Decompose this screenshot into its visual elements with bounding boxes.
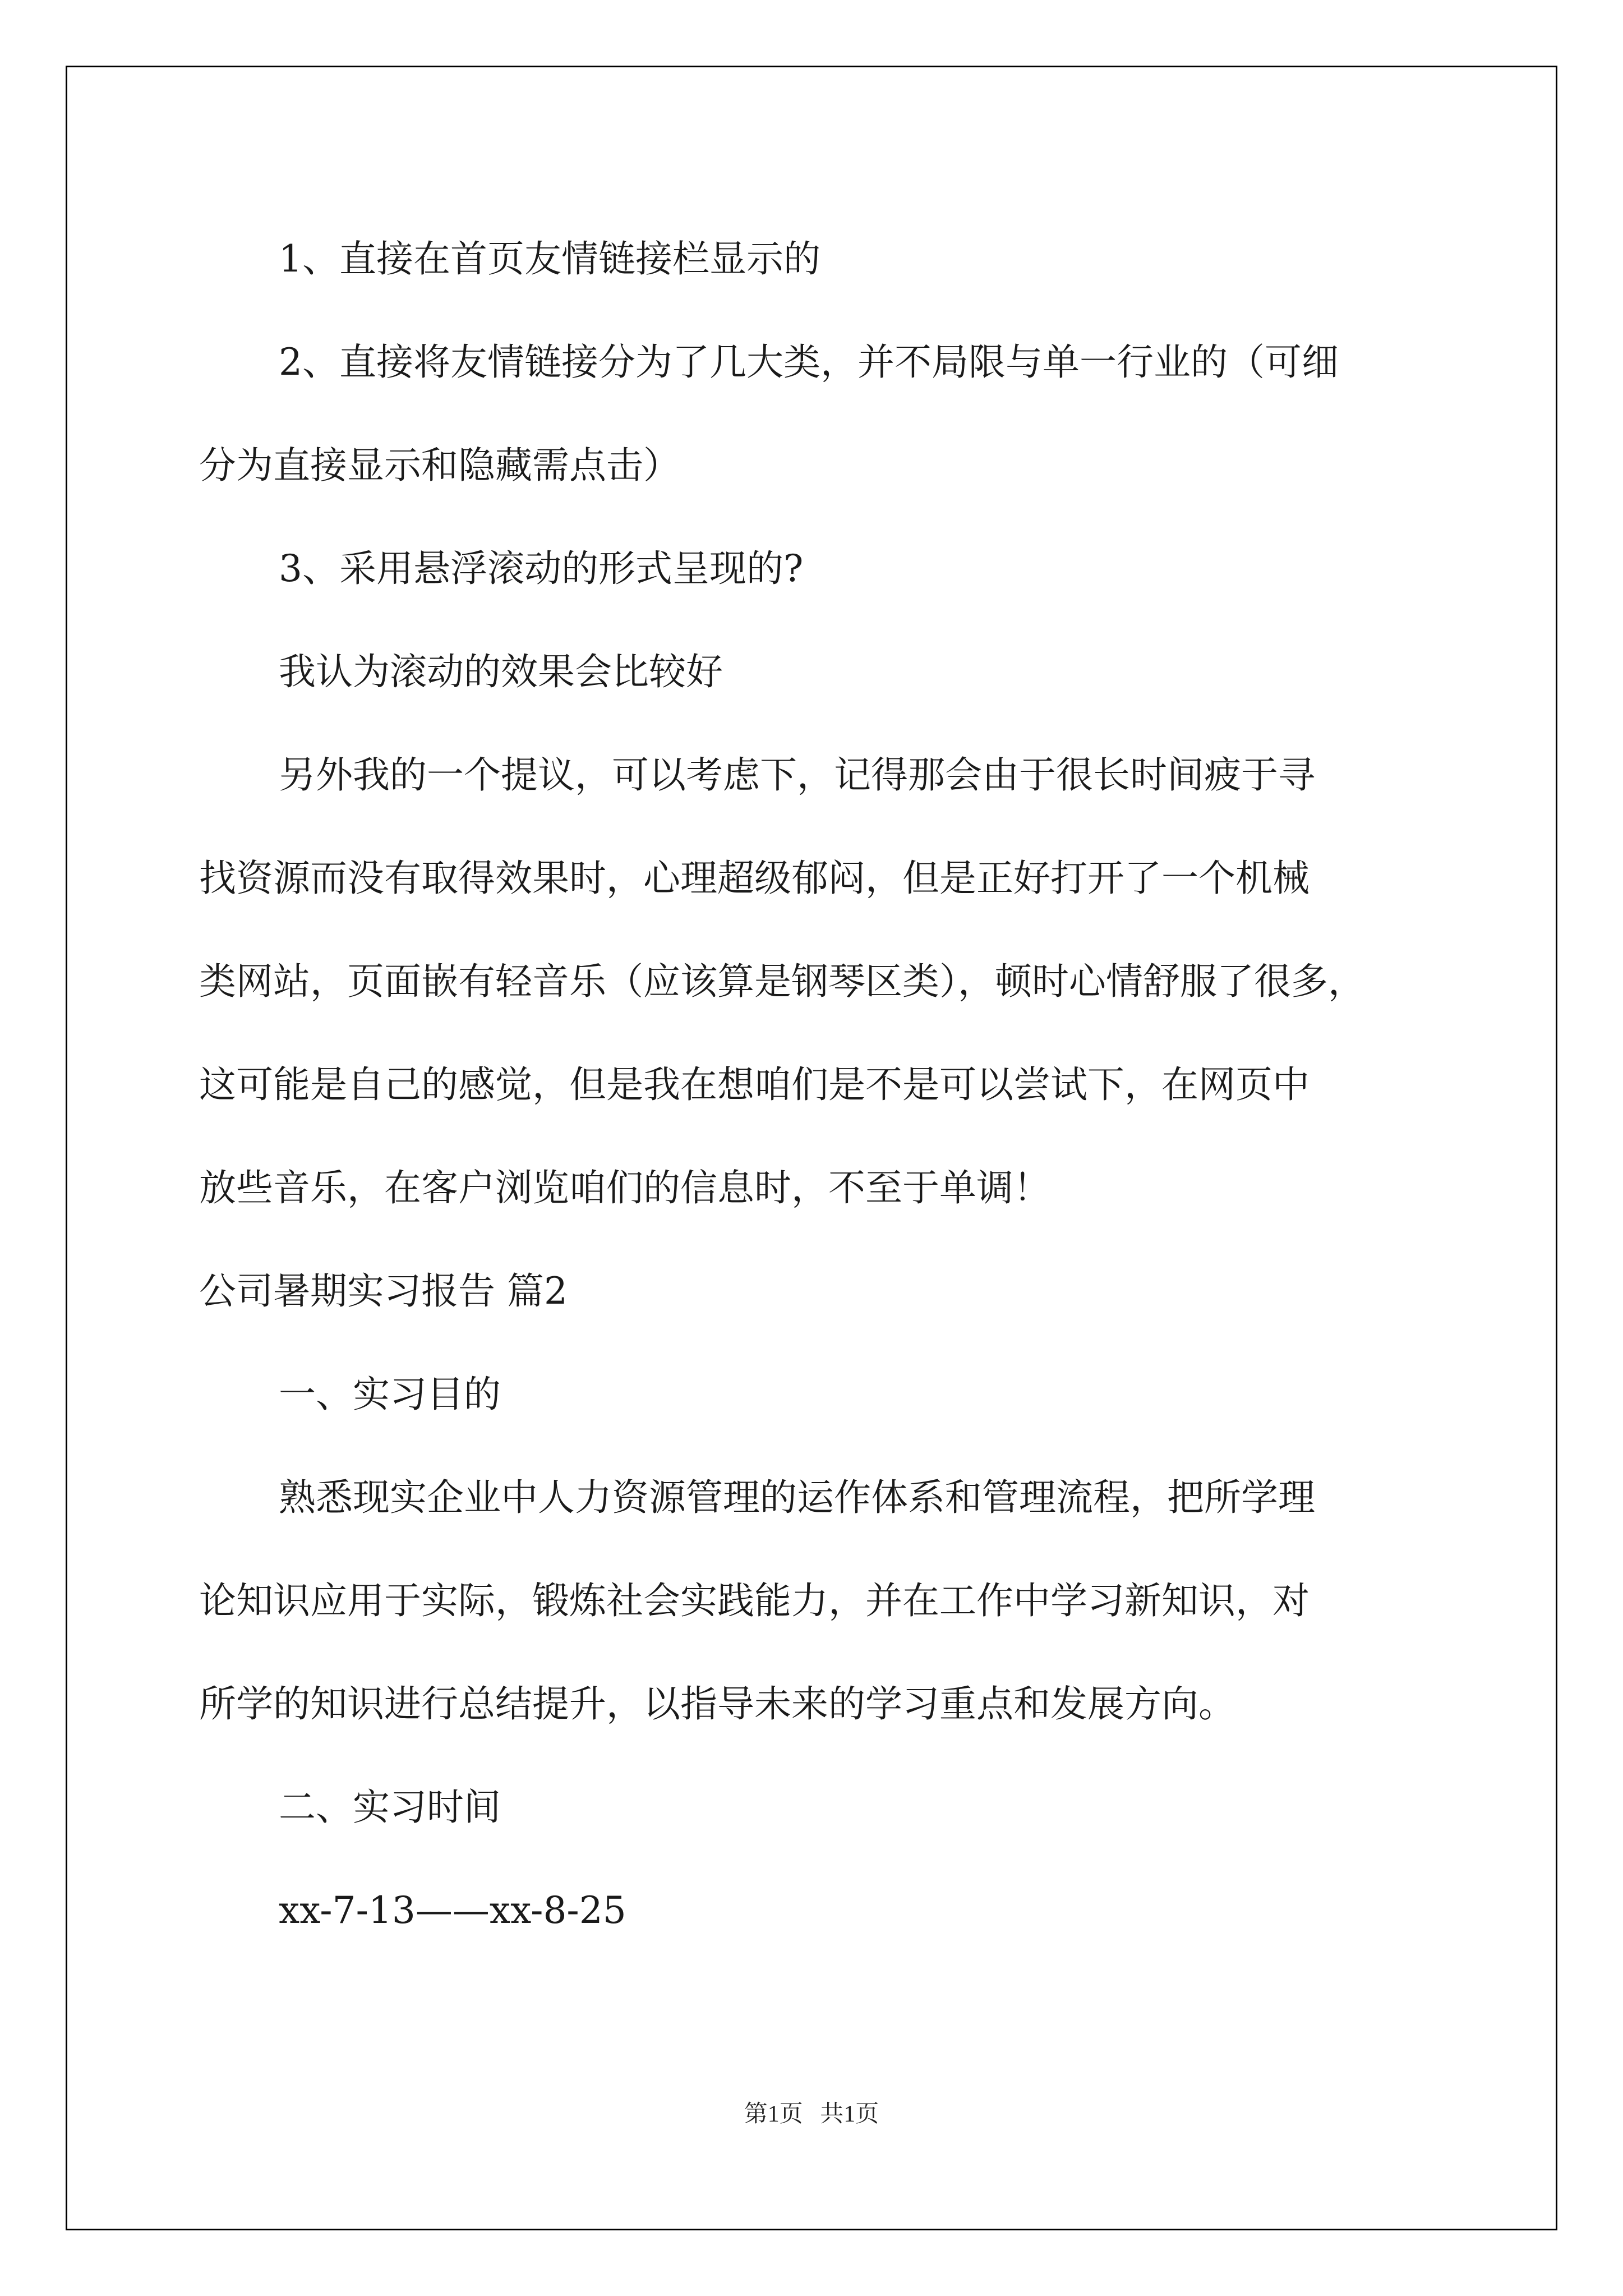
paragraph-line: 1、直接在首页友情链接栏显示的	[279, 237, 820, 280]
paragraph-line: 我认为滚动的效果会比较好	[279, 650, 723, 693]
paragraph-line: 找资源而没有取得效果时，心理超级郁闷，但是正好打开了一个机械	[199, 857, 1310, 900]
paragraph-line: 2、直接将友情链接分为了几大类，并不局限与单一行业的（可细	[279, 341, 1339, 384]
subsection-heading: 二、实习时间	[279, 1786, 501, 1829]
paragraph-line: 所学的知识进行总结提升，以指导未来的学习重点和发展方向。	[199, 1682, 1235, 1726]
paragraph-line: 3、采用悬浮滚动的形式呈现的?	[279, 547, 804, 590]
section-heading: 公司暑期实习报告 篇2	[199, 1269, 568, 1313]
page-number: 第1页	[744, 2101, 803, 2127]
paragraph-line: 熟悉现实企业中人力资源管理的运作体系和管理流程，把所学理	[279, 1476, 1315, 1519]
paragraph-line: 这可能是自己的感觉，但是我在想咱们是不是可以尝试下，在网页中	[199, 1063, 1310, 1106]
document-body	[199, 208, 1433, 1962]
subsection-heading: 一、实习目的	[279, 1373, 501, 1416]
paragraph-line: 分为直接显示和隐藏需点击）	[199, 444, 680, 487]
page-total: 共1页	[820, 2101, 879, 2127]
paragraph-line: 放些音乐，在客户浏览咱们的信息时，不至于单调！	[199, 1166, 1050, 1209]
paragraph-line: xx-7-13——xx-8-25	[279, 1889, 626, 1932]
page-footer	[0, 2095, 1623, 2129]
paragraph-line: 类网站，页面嵌有轻音乐（应该算是钢琴区类），顿时心情舒服了很多，	[199, 960, 1365, 1003]
paragraph-line: 另外我的一个提议，可以考虑下，记得那会由于很长时间疲于寻	[279, 753, 1315, 797]
paragraph-line: 论知识应用于实际，锻炼社会实践能力，并在工作中学习新知识，对	[199, 1579, 1310, 1622]
